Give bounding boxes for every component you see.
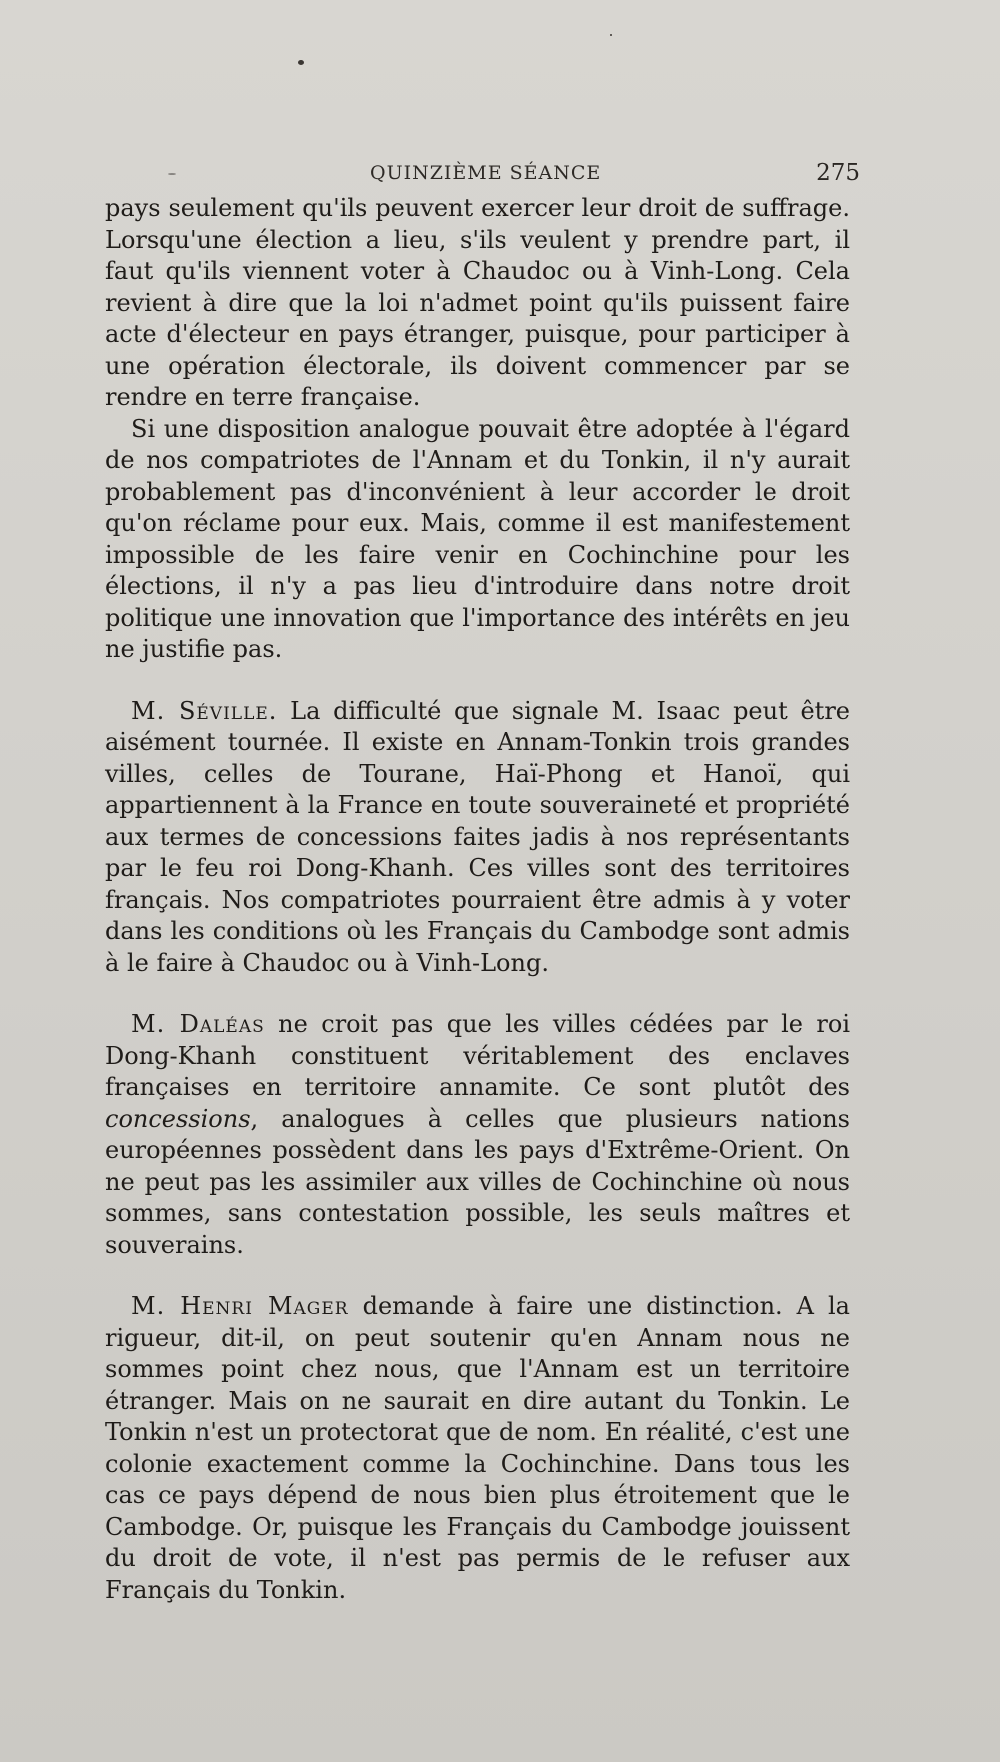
ink-speck (298, 60, 304, 65)
page-number: 275 (816, 160, 860, 186)
ink-speck (610, 34, 612, 36)
speech-seville (105, 696, 850, 980)
speech-mager (105, 1291, 850, 1606)
speech-text: , analogues à celles que plusieurs nations européennes possèdent dans les pays d'Extrême-Orient. On ne peut pas les assimiler aux villes de Cochinchine où nous sommes, sans contestation possible, les seuls maîtres et souverains. (105, 1104, 850, 1259)
paragraph: Si une disposition analogue pouvait être adoptée à l'égard de nos compatriotes de l'Annam et du Tonkin, il n'y aurait probablement pas d'inconvénient à leur accorder le droit qu'on réclame pour eux. Mais, comme il est manifestement impossible de les faire venir en Cochinchine pour les élections, il n'y a pas lieu d'introduire dans notre droit politique une innovation que l'importance des intérêts en jeu ne justifie pas. (105, 414, 850, 663)
speaker-name: M. Daléas (131, 1010, 265, 1038)
paragraph-continuation: pays seulement qu'ils peuvent exercer leur droit de suffrage. Lorsqu'une élection a lieu, s'ils veulent y prendre part, il faut qu'ils viennent voter à Chaudoc ou à Vinh-Long. Cela revient à dire que la loi n'admet point qu'ils puissent faire acte d'électeur en pays étranger, puisque, pour participer à une opération électorale, ils doivent commencer par se rendre en terre française. (105, 194, 850, 411)
speech-italic-term: concessions (105, 1104, 251, 1133)
running-head (105, 160, 860, 190)
speech-text: demande à faire une distinction. A la rigueur, dit-il, on peut soutenir qu'en Annam nous ne sommes point chez nous, que l'Annam est un territoire étranger. Mais on ne saurait en dire autant du Tonkin. Le Tonkin n'est un protectorat que de nom. En réalité, c'est une colonie exactement comme la Cochinchine. Dans tous les cas ce pays dépend de nous bien plus étroitement que le Cambodge. Or, puisque les Français du Cambodge jouissent du droit de vote, il n'est pas permis de le refuser aux Français du Tonkin. (105, 1292, 850, 1604)
speaker-name: M. Séville. (131, 696, 278, 725)
speech-text: ne croit pas que les villes cédées par le roi Dong-Khanh constituent véritablement des enclaves françaises en territoire annamite. Ce sont plutôt des (105, 1010, 850, 1101)
speaker-name: M. Henri Mager (131, 1292, 349, 1320)
body-text (105, 193, 850, 1606)
speech-daleas (105, 1009, 850, 1261)
running-title: QUINZIÈME SÉANCE (370, 162, 602, 184)
speech-text: La difficulté que signale M. Isaac peut être aisément tournée. Il existe en Annam-Tonkin trois grandes villes, celles de Tourane, Haï-Phong et Hanoï, qui appartiennent à la France en toute souveraineté et propriété aux termes de concessions faites jadis à nos représentants par le feu roi Dong-Khanh. Ces villes sont des territoires français. Nos compatriotes pourraient être admis à y voter dans les conditions où les Français du Cambodge sont admis à le faire à Chaudoc ou à Vinh-Long. (105, 696, 850, 977)
